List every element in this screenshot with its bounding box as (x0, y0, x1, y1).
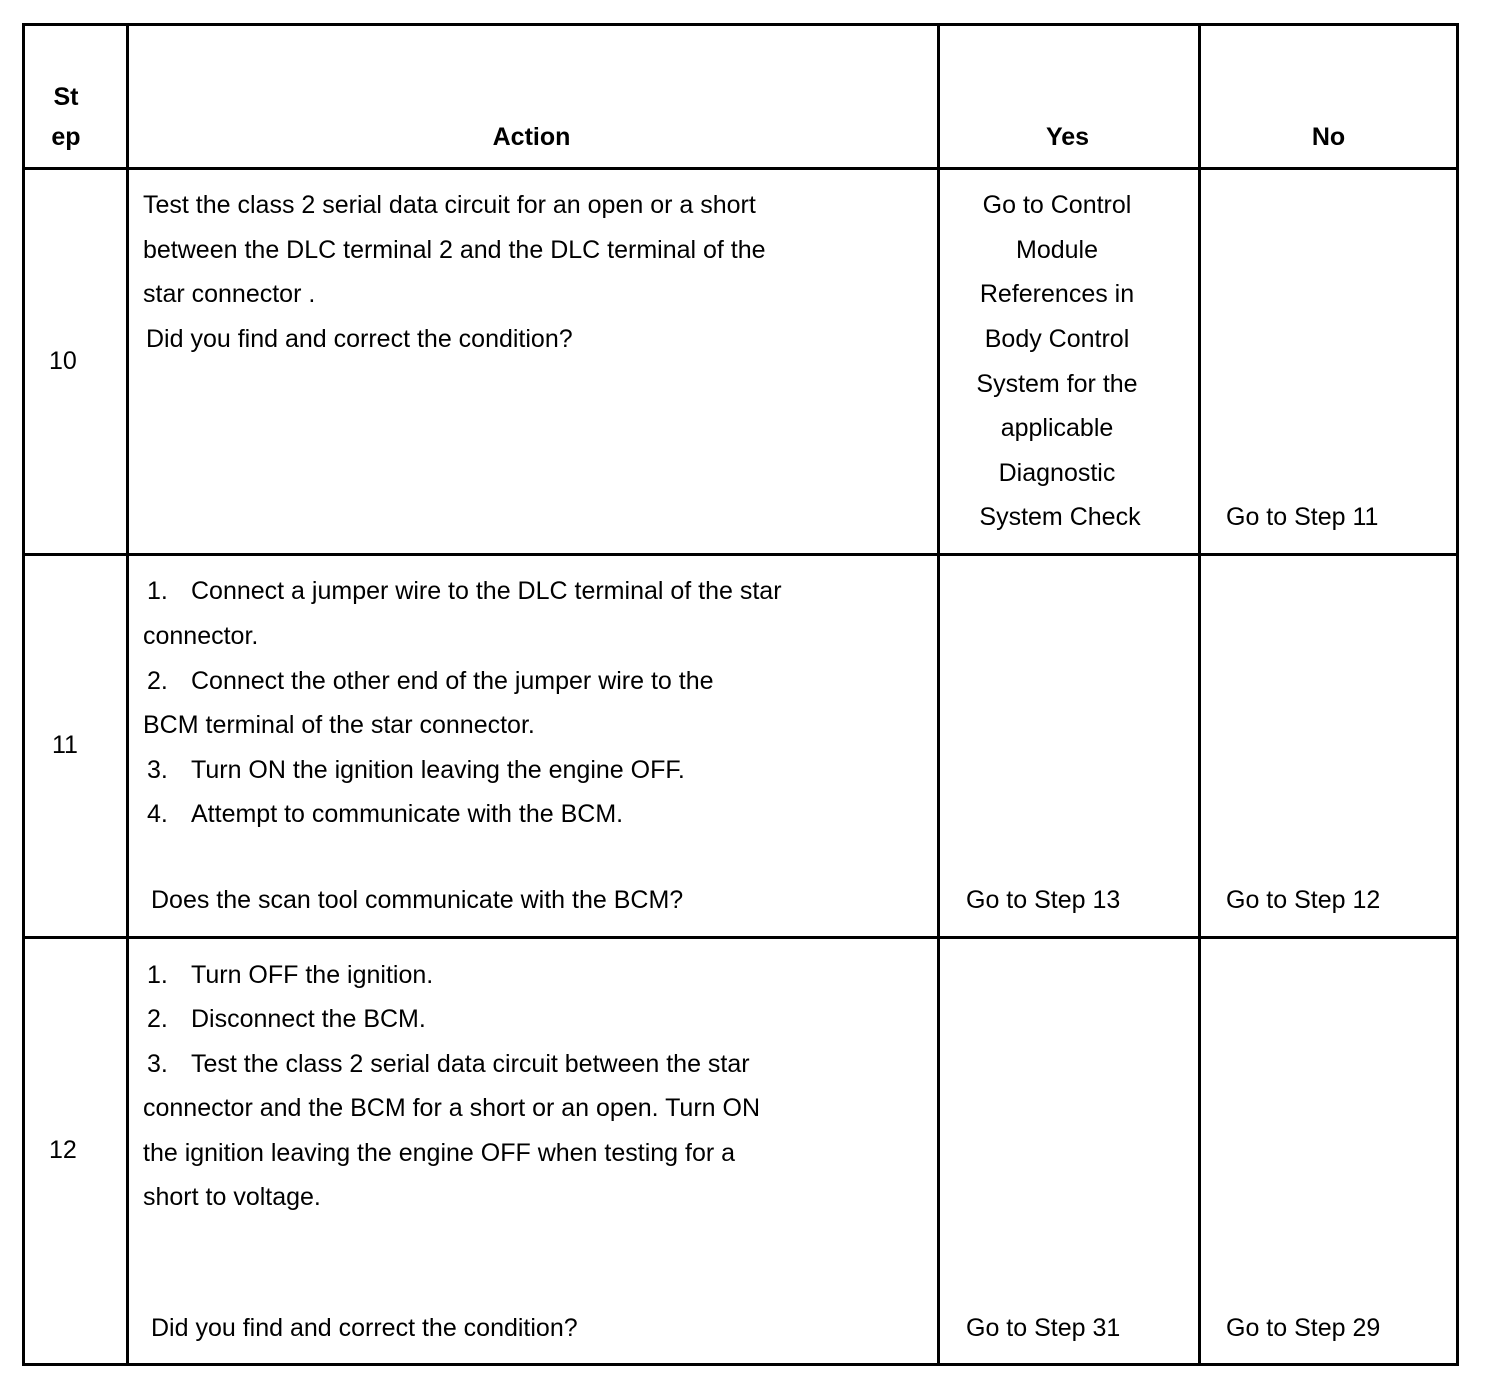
yes-line: System Check (979, 503, 1141, 531)
action-line: Connect the other end of the jumper wire to the (191, 667, 714, 695)
column-divider (126, 26, 129, 1363)
action-line: between the DLC terminal 2 and the DLC terminal of the (143, 236, 766, 264)
row-divider (25, 167, 1456, 170)
yes-line: Diagnostic (998, 459, 1116, 487)
yes-line: Go to Control (982, 191, 1132, 219)
no-cell: Go to Step 12 (1226, 886, 1381, 914)
yes-line: Module (1016, 236, 1098, 264)
list-number: 2. (147, 1005, 168, 1033)
action-line: connector and the BCM for a short or an open. Turn ON (143, 1094, 760, 1122)
step-number: 11 (52, 731, 78, 759)
action-line: the ignition leaving the engine OFF when testing for a (143, 1139, 736, 1167)
action-line: star connector . (143, 280, 316, 308)
action-line: Test the class 2 serial data circuit for an open or a short (143, 191, 756, 219)
header-step-line2: ep (51, 123, 81, 151)
action-question: Does the scan tool communicate with the BCM? (151, 886, 684, 914)
action-line: short to voltage. (143, 1183, 321, 1211)
action-line: Test the class 2 serial data circuit between the star (191, 1050, 750, 1078)
yes-cell: Go to Step 13 (966, 886, 1121, 914)
step-number: 12 (49, 1136, 77, 1164)
action-line: BCM terminal of the star connector. (143, 711, 535, 739)
step-number: 10 (49, 347, 77, 375)
action-line: Turn ON the ignition leaving the engine OFF. (191, 756, 685, 784)
yes-line: Body Control (984, 325, 1130, 353)
action-question: Did you find and correct the condition? (151, 1314, 578, 1342)
header-action: Action (492, 123, 571, 151)
action-question: Did you find and correct the condition? (146, 325, 573, 353)
yes-line: System for the (976, 370, 1138, 398)
list-number: 4. (147, 800, 168, 828)
header-yes: Yes (1045, 123, 1090, 151)
list-number: 1. (147, 577, 168, 605)
action-line: Connect a jumper wire to the DLC terminal of the star (191, 577, 782, 605)
list-number: 1. (147, 961, 168, 989)
action-line: Turn OFF the ignition. (191, 961, 434, 989)
header-no: No (1311, 123, 1346, 151)
no-cell: Go to Step 11 (1226, 503, 1379, 531)
header-step (28, 77, 104, 157)
yes-line: applicable (1000, 414, 1114, 442)
column-divider (1198, 26, 1201, 1363)
action-line: Attempt to communicate with the BCM. (191, 800, 624, 828)
list-number: 3. (147, 1050, 168, 1078)
header-step-line1: St (53, 83, 79, 111)
list-number: 3. (147, 756, 168, 784)
list-number: 2. (147, 667, 168, 695)
action-line: Disconnect the BCM. (191, 1005, 426, 1033)
yes-cell: Go to Step 31 (966, 1314, 1121, 1342)
action-line: connector. (143, 622, 259, 650)
no-cell: Go to Step 29 (1226, 1314, 1381, 1342)
row-divider (25, 936, 1456, 939)
row-divider (25, 553, 1456, 556)
yes-line: References in (979, 280, 1135, 308)
